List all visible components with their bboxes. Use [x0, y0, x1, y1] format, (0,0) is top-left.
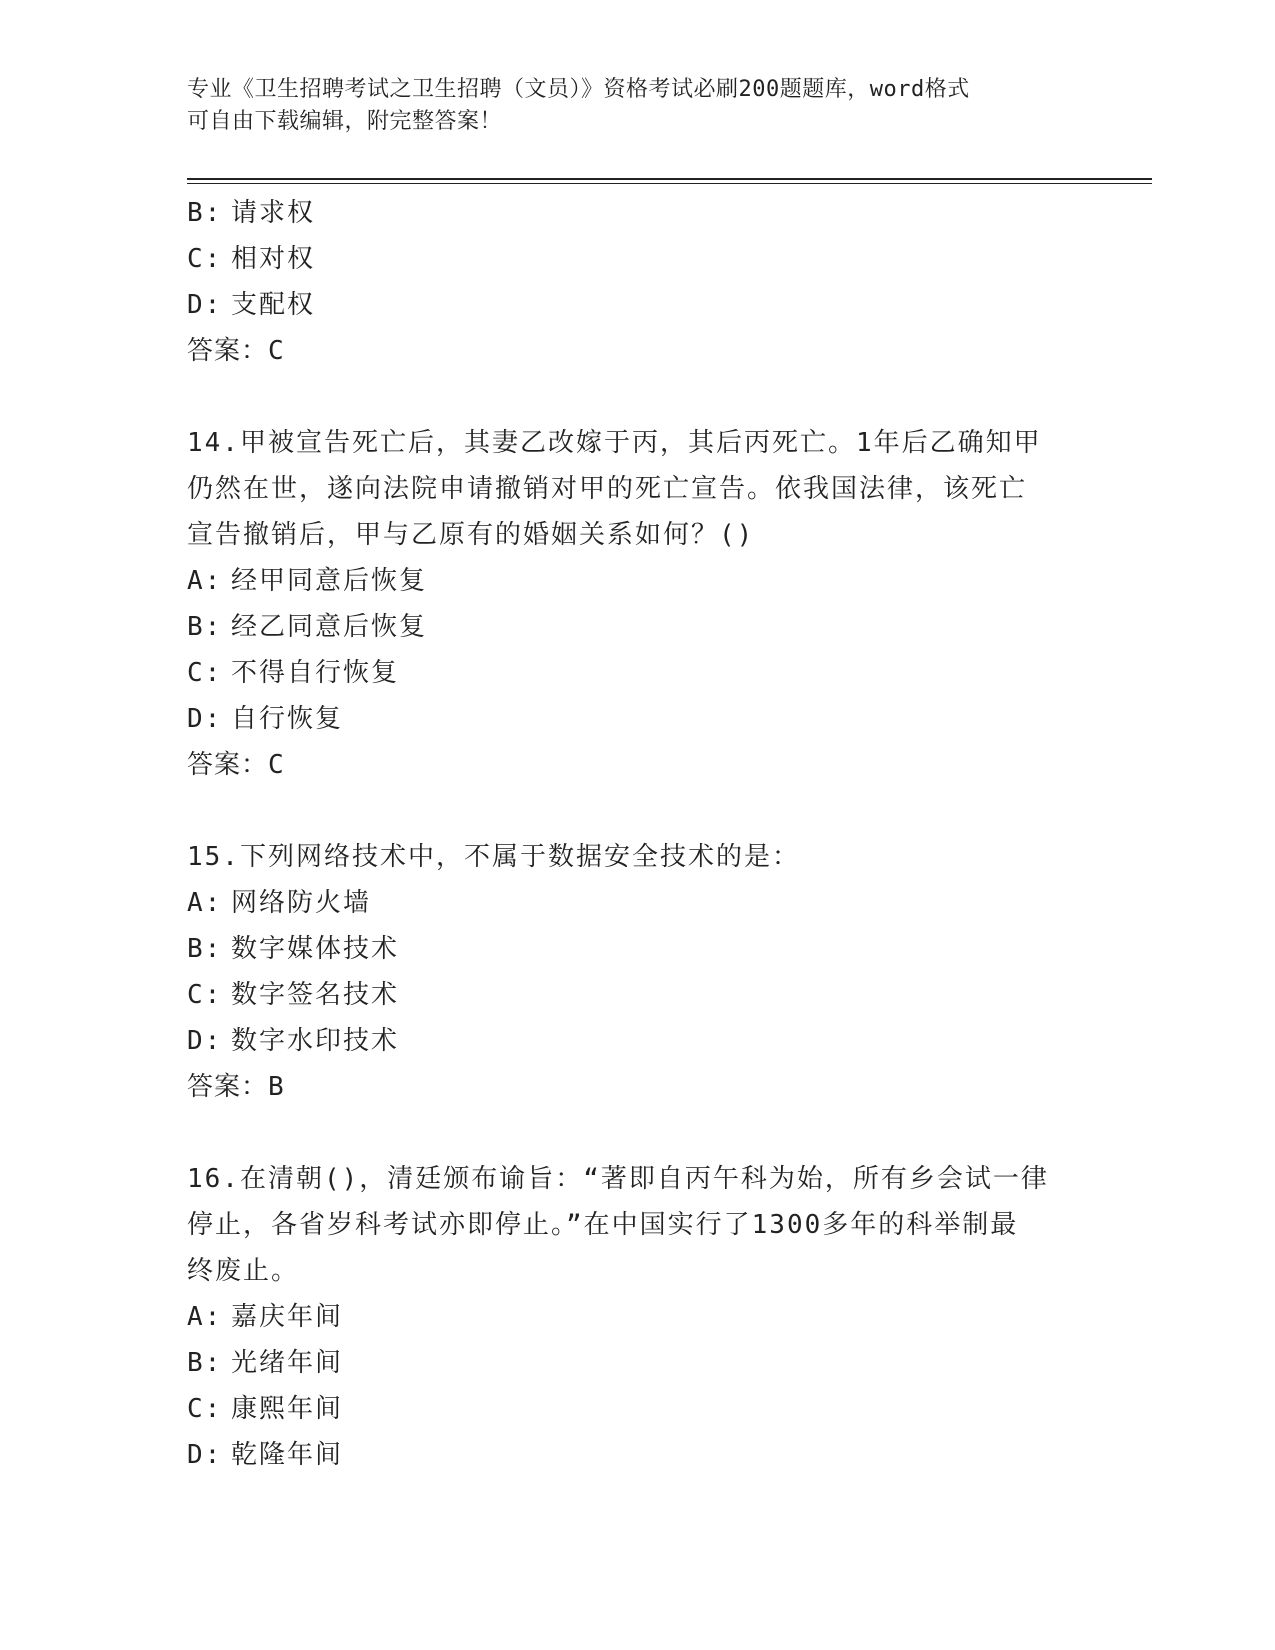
question-stem-line: 15.下列网络技术中，不属于数据安全技术的是：: [187, 842, 800, 872]
option-text: 网络防火墙: [231, 888, 372, 918]
question-stem-line: 宣告撤销后，甲与乙原有的婚姻关系如何？(): [187, 520, 755, 550]
option-b: [187, 926, 1087, 972]
question-14: [187, 420, 1087, 788]
option-a: [187, 1294, 1087, 1340]
option-label: A:: [187, 1302, 223, 1332]
question-16: [187, 1156, 1087, 1478]
option-label: A:: [187, 888, 223, 918]
question-15: [187, 834, 1087, 1110]
question-13-tail: [187, 190, 1087, 374]
option-text: 数字媒体技术: [231, 934, 400, 964]
option-c: [187, 236, 1087, 282]
option-label: D:: [187, 1440, 223, 1470]
answer-line: 答案：C: [187, 336, 285, 366]
option-label: C:: [187, 980, 223, 1010]
option-label: D:: [187, 704, 223, 734]
option-label: C:: [187, 1394, 223, 1424]
option-label: B:: [187, 612, 223, 642]
option-label: B:: [187, 1348, 223, 1378]
option-text: 嘉庆年间: [231, 1302, 344, 1332]
question-stem-line: 16.在清朝()，清廷颁布谕旨：“著即自丙午科为始，所有乡会试一律: [187, 1164, 1049, 1194]
header-line-1: 专业《卫生招聘考试之卫生招聘（文员）》资格考试必刷200题题库，word格式: [187, 77, 970, 102]
option-text: 支配权: [231, 290, 316, 320]
option-c: [187, 972, 1087, 1018]
option-label: A:: [187, 566, 223, 596]
option-b: [187, 190, 1087, 236]
option-a: [187, 558, 1087, 604]
option-text: 乾隆年间: [231, 1440, 344, 1470]
answer-line: 答案：B: [187, 1072, 285, 1102]
option-label: D:: [187, 1026, 223, 1056]
option-text: 数字水印技术: [231, 1026, 400, 1056]
option-text: 自行恢复: [231, 704, 344, 734]
option-label: C:: [187, 244, 223, 274]
option-d: [187, 696, 1087, 742]
option-c: [187, 1386, 1087, 1432]
answer-line: 答案：C: [187, 750, 285, 780]
question-stem-line: 14.甲被宣告死亡后，其妻乙改嫁于丙，其后丙死亡。1年后乙确知甲: [187, 428, 1042, 458]
header-line-2: 可自由下载编辑，附完整答案！: [187, 109, 503, 134]
question-stem-line: 仍然在世，遂向法院申请撤销对甲的死亡宣告。依我国法律，该死亡: [187, 474, 1028, 504]
option-b: [187, 1340, 1087, 1386]
question-list: [187, 190, 1087, 1478]
option-text: 经甲同意后恢复: [231, 566, 428, 596]
question-gap: [187, 374, 1087, 420]
option-label: C:: [187, 658, 223, 688]
option-b: [187, 604, 1087, 650]
option-text: 请求权: [231, 198, 316, 228]
question-gap: [187, 788, 1087, 834]
option-c: [187, 650, 1087, 696]
header-divider-thin: [187, 183, 1152, 184]
option-label: B:: [187, 198, 223, 228]
option-text: 光绪年间: [231, 1348, 344, 1378]
option-d: [187, 282, 1087, 328]
option-text: 经乙同意后恢复: [231, 612, 428, 642]
option-d: [187, 1018, 1087, 1064]
question-stem-line: 终废止。: [187, 1256, 300, 1286]
option-text: 康熙年间: [231, 1394, 344, 1424]
question-stem-line: 停止，各省岁科考试亦即停止。”在中国实行了1300多年的科举制最: [187, 1210, 1019, 1240]
document-header: [187, 74, 1067, 138]
option-text: 数字签名技术: [231, 980, 400, 1010]
option-label: D:: [187, 290, 223, 320]
question-gap: [187, 1110, 1087, 1156]
option-text: 不得自行恢复: [231, 658, 400, 688]
option-label: B:: [187, 934, 223, 964]
header-divider-thick: [187, 178, 1152, 180]
option-text: 相对权: [231, 244, 316, 274]
option-d: [187, 1432, 1087, 1478]
option-a: [187, 880, 1087, 926]
